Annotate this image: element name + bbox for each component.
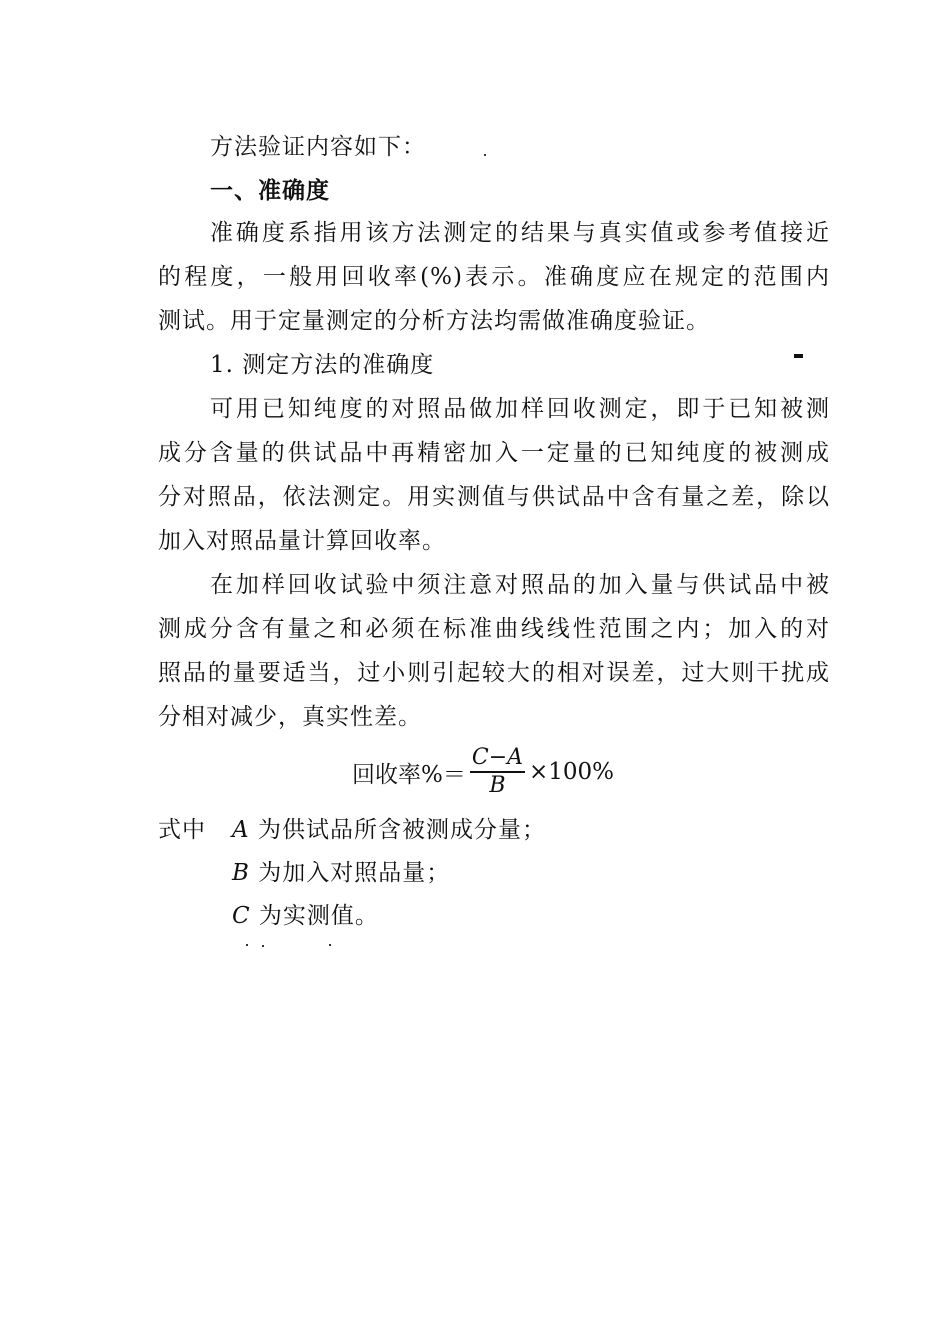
legend-text: 为供试品所含被测成分量；	[257, 817, 546, 843]
legend-text: 为实测值。	[258, 903, 379, 929]
paragraph-line: 成分含量的供试品中再精密加入一定量的已知纯度的被测成	[158, 440, 830, 466]
intro-heading: 方法验证内容如下：	[210, 134, 426, 160]
recovery-rate-formula	[352, 742, 614, 802]
paragraph-line: 准确度系指用该方法测定的结果与真实值或参考值接近	[210, 220, 830, 246]
scan-speck	[262, 945, 264, 947]
scan-speck	[246, 944, 248, 946]
paragraph-line: 可用已知纯度的对照品做加样回收测定，即于已知被测	[210, 396, 830, 422]
legend-variable: B	[232, 860, 250, 886]
formula-denominator: B	[489, 773, 506, 798]
scan-mark	[794, 354, 803, 358]
legend-item	[232, 815, 546, 845]
section-title: 一、准确度	[210, 177, 330, 204]
paragraph-line: 加入对照品量计算回收率。	[158, 528, 446, 554]
legend-label: 式中	[158, 817, 206, 843]
formula-lhs: 回收率%＝	[352, 761, 466, 788]
formula-rhs: ×100%	[529, 759, 615, 785]
paragraph-line: 测试。用于定量测定的分析方法均需做准确度验证。	[158, 308, 710, 334]
legend-variable: A	[232, 817, 250, 843]
paragraph-line: 分对照品，依法测定。用实测值与供试品中含有量之差，除以	[158, 484, 830, 510]
scan-speck	[484, 154, 486, 156]
legend-variable: C	[232, 903, 251, 929]
paragraph-line: 在加样回收试验中须注意对照品的加入量与供试品中被	[210, 572, 830, 598]
legend-item	[232, 858, 450, 888]
paragraph-line: 照品的量要适当，过小则引起较大的相对误差，过大则干扰成	[158, 660, 830, 686]
paragraph-line: 测成分含有量之和必须在标准曲线线性范围之内；加入的对	[158, 616, 830, 642]
scan-speck	[329, 944, 331, 946]
paragraph-line: 的程度，一般用回收率(%)表示。准确度应在规定的范围内	[158, 264, 830, 290]
legend-item	[232, 901, 379, 931]
formula-numerator: C−A	[470, 746, 525, 773]
paragraph-line: 分相对减少，真实性差。	[158, 704, 422, 730]
subsection-title: 1. 测定方法的准确度	[210, 352, 435, 378]
formula-fraction	[470, 746, 525, 798]
legend-text: 为加入对照品量；	[258, 860, 451, 886]
